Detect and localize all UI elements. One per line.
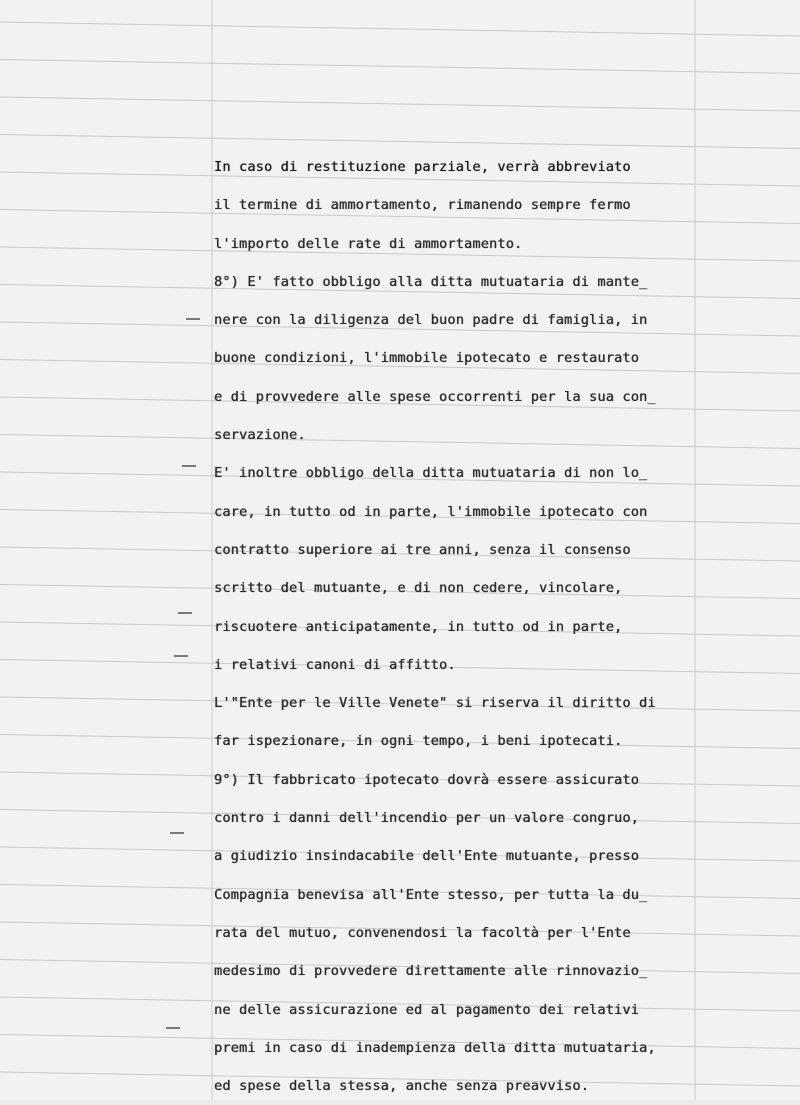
text-line: far ispezionare, in ogni tempo, i beni ipotecati.: [214, 733, 623, 750]
text-line: nere con la diligenza del buon padre di famiglia, in: [214, 312, 648, 329]
text-line: 9°) Il fabbricato ipotecato dovrà essere assicurato: [214, 771, 640, 788]
text-line: l'importo delle rate di ammortamento.: [214, 235, 523, 252]
text-line: medesimo di provvedere direttamente alle rinnovazio_: [214, 963, 648, 980]
text-line: care, in tutto od in parte, l'immobile ipotecato con: [214, 503, 648, 520]
text-line: contro i danni dell'incendio per un valore congruo,: [214, 810, 640, 827]
margin-mark: [186, 318, 200, 320]
text-line: i relativi canoni di affitto.: [214, 656, 456, 673]
text-line: ne delle assicurazione ed al pagamento dei relativi: [214, 1001, 640, 1018]
text-line: In caso di restituzione parziale, verrà abbreviato: [214, 159, 631, 175]
text-line: L'"Ente per le Ville Venete" si riserva il diritto di: [214, 695, 656, 712]
text-line: premi in caso di inadempienza della ditta mutuataria,: [214, 1039, 656, 1056]
ruled-line: [0, 97, 800, 111]
margin-mark: [166, 1027, 180, 1029]
text-line: riscuotere anticipatamente, in tutto od in parte,: [214, 618, 623, 635]
ruled-line: [0, 135, 800, 149]
typewritten-text: [214, 148, 734, 1105]
text-line: Compagnia benevisa all'Ente stesso, per tutta la du_: [214, 886, 648, 903]
margin-mark: [174, 655, 188, 657]
text-line: a giudizio insindacabile dell'Ente mutuante, presso: [214, 848, 640, 865]
text-line: buone condizioni, l'immobile ipotecato e restaurato: [214, 350, 640, 367]
text-line: rata del mutuo, convenendosi la facoltà per l'Ente: [214, 924, 631, 941]
text-line: 8°) E' fatto obbligo alla ditta mutuataria di mante_: [214, 273, 648, 290]
text-line: scritto del mutuante, e di non cedere, vincolare,: [214, 580, 623, 597]
margin-mark: [178, 612, 192, 614]
text-line: E' inoltre obbligo della ditta mutuataria di non lo_: [214, 465, 648, 482]
text-line: contratto superiore ai tre anni, senza il consenso: [214, 541, 631, 558]
text-line: il termine di ammortamento, rimanendo sempre fermo: [214, 197, 631, 214]
ruled-line: [0, 22, 800, 36]
text-line: e di provvedere alle spese occorrenti per la sua con_: [214, 388, 656, 405]
ruled-line: [0, 60, 800, 74]
text-line: ed spese della stessa, anche senza preavviso.: [214, 1078, 590, 1095]
margin-mark: [170, 832, 184, 834]
text-line: servazione.: [214, 427, 306, 444]
margin-mark: [182, 465, 196, 467]
